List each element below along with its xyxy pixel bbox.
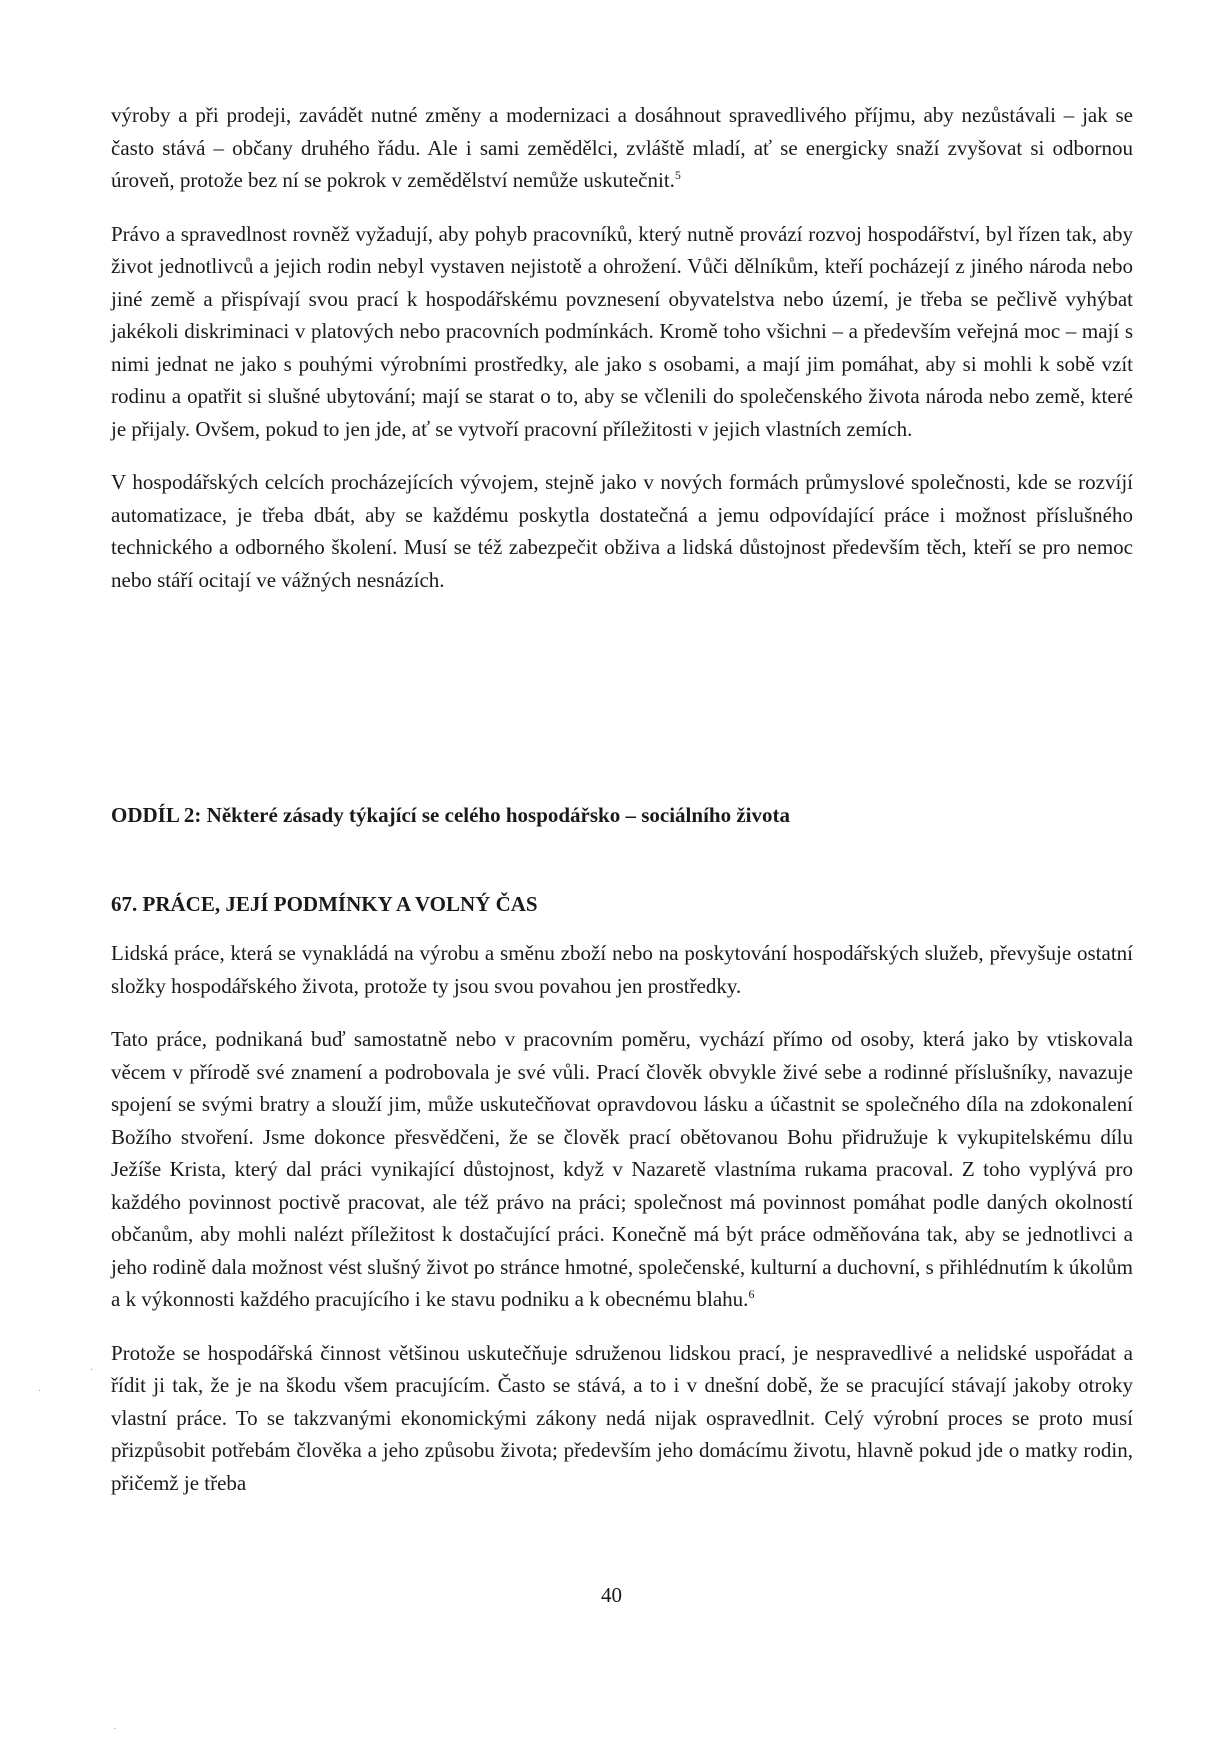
scan-speck: · — [38, 1386, 42, 1397]
footnote-reference: 6 — [748, 1287, 755, 1301]
paragraph-5 — [111, 1023, 1133, 1316]
paragraph-2 — [111, 218, 1133, 446]
scan-speck: · — [90, 1365, 94, 1376]
paragraph-text: Protože se hospodářská činnost většinou uskutečňuje sdruženou lidskou prací, je nespravedlivé a nelidské uspořádat a řídit ji tak, že je na škodu všem pracujícím. Často se stává, a to i v dnešní době, že se pracující stávají jakoby otroky vlastní práce. To se takzvanými ekonomickými zákony nedá nijak ospravedlnit. Celý výrobní proces se proto musí přizpůsobit potřebám člověka a jeho způsobu života; především jeho domácímu životu, hlavně pokud jde o matky rodin, přičemž je třeba — [111, 1340, 1133, 1495]
paragraph-text: Lidská práce, která se vynakládá na výrobu a směnu zboží nebo na poskytování hospodářských služeb, převyšuje ostatní složky hospodářského života, protože ty jsou svou povahou jen prostředky. — [111, 941, 1133, 998]
paragraph-text: V hospodářských celcích procházejících vývojem, stejně jako v nových formách průmyslové společnosti, kde se rozvíjí automatizace, je třeba dbát, aby se každému poskytla dostatečná a jemu odpovídající práce i možnost příslušného technického a odborného školení. Musí se též zabezpečit obživa a lidská důstojnost především těch, kteří se pro nemoc nebo stáří ocitají ve vážných nesnázích. — [111, 470, 1133, 592]
article-heading: 67. PRÁCE, JEJÍ PODMÍNKY A VOLNÝ ČAS — [111, 892, 538, 916]
paragraph-6 — [111, 1337, 1133, 1500]
article-body — [111, 937, 1133, 1520]
page-body — [111, 99, 1133, 1495]
page-number: 40 — [601, 1583, 622, 1607]
footnote-reference: 5 — [674, 168, 681, 182]
paragraph-3 — [111, 466, 1133, 596]
paragraph-text: výroby a při prodeji, zavádět nutné změny a modernizaci a dosáhnout spravedlivého příjmu, aby nezůstávali – jak se často stává – občany druhého řádu. Ale i sami zemědělci, zvláště mladí, ať se energicky snaží zvyšovat si odbornou úroveň, protože bez ní se pokrok v zemědělství nemůže uskutečnit. — [111, 103, 1133, 192]
paragraph-4 — [111, 937, 1133, 1002]
section-heading: ODDÍL 2: Některé zásady týkající se celého hospodářsko – sociálního života — [111, 803, 790, 827]
scan-speck: · — [113, 1724, 117, 1735]
paragraph-text: Tato práce, podnikaná buď samostatně nebo v pracovním poměru, vychází přímo od osoby, která jako by vtiskovala věcem v přírodě své znamení a podrobovala je své vůli. Prací člověk obvykle živé sebe a rodinné příslušníky, navazuje spojení se svými bratry a slouží jim, může uskutečňovat opravdovou lásku a účastnit se společného díla na zdokonalení Božího stvoření. Jsme dokonce přesvědčeni, že se člověk prací obětovanou Bohu přidružuje k vykupitelskému dílu Ježíše Krista, který dal práci vynikající důstojnost, když v Nazaretě vlastníma rukama pracoval. Z toho vyplývá pro každého povinnost poctivě pracovat, ale též právo na práci; společnost má povinnost pomáhat podle daných okolností občanům, aby mohli nalézt příležitost k dostačující práci. Konečně má být práce odměňována tak, aby se jednotlivci a jeho rodině dala možnost vést slušný život po stránce hmotné, společenské, kulturní a duchovní, s přihlédnutím k úkolům a k výkonnosti každého pracujícího i ke stavu podniku a k obecnému blahu. — [111, 1027, 1133, 1311]
paragraph-text: Právo a spravedlnost rovněž vyžadují, aby pohyb pracovníků, který nutně provází rozvoj hospodářství, byl řízen tak, aby život jednotlivců a jejich rodin nebyl vystaven nejistotě a ohrožení. Vůči dělníkům, kteří pocházejí z jiného národa nebo jiné země a přispívají svou prací k hospodářskému povznesení obyvatelstva nebo území, je třeba se pečlivě vyhýbat jakékoli diskriminaci v platových nebo pracovních podmínkách. Kromě toho všichni – a především veřejná moc – mají s nimi jednat ne jako s pouhými výrobními prostředky, ale jako s osobami, a mají jim pomáhat, aby si mohli k sobě vzít rodinu a opatřit si slušné ubytování; mají se starat o to, aby se včlenili do společenského života národa nebo země, které je přijaly. Ovšem, pokud to jen jde, ať se vytvoří pracovní příležitosti v jejich vlastních zemích. — [111, 221, 1133, 441]
paragraph-1 — [111, 99, 1133, 197]
